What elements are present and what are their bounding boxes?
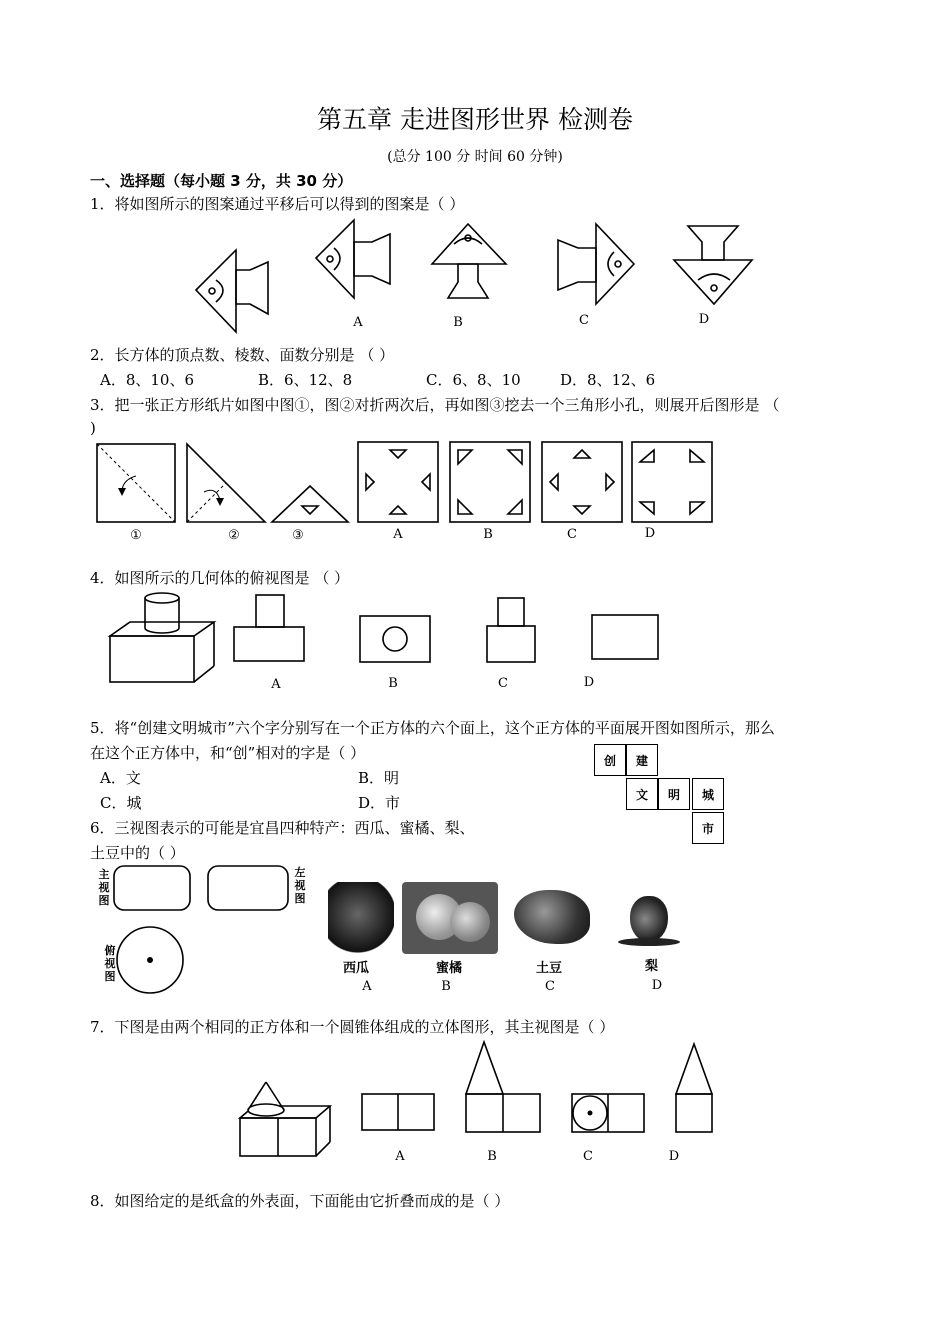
q4-label-b: B — [388, 676, 398, 691]
q2-option-a: A．8、10、6 — [100, 371, 195, 389]
q7-option-c — [572, 1094, 644, 1132]
question-6: 6．三视图表示的可能是宜昌四种特产：西瓜、蜜橘、梨、 — [90, 819, 475, 837]
view-label-left: 左视图 — [294, 866, 306, 905]
q7-label-a: A — [395, 1149, 405, 1164]
item-watermelon: 西瓜 — [343, 961, 370, 976]
q2-option-d: D．8、12、6 — [560, 371, 656, 389]
q1-label-b: B — [453, 315, 463, 330]
q5-option-d: D．市 — [358, 794, 401, 812]
q3-label-a: A — [393, 527, 403, 542]
question-6-cont: 土豆中的（ ） — [90, 844, 185, 862]
q6-label-d: D — [651, 978, 663, 993]
q4-label-c: C — [498, 676, 508, 691]
q7-label-d: D — [668, 1149, 680, 1164]
q3-step-label-1: ① — [130, 528, 142, 543]
net-cell: 文 — [626, 778, 658, 810]
net-cell: 城 — [692, 778, 724, 810]
question-1: 1．将如图所示的图案通过平移后可以得到的图案是（ ） — [90, 195, 465, 213]
q5-option-a: A．文 — [100, 769, 141, 787]
q1-label-c: C — [579, 313, 589, 328]
item-pear: 梨 — [645, 959, 659, 974]
q6-label-b: B — [441, 979, 451, 994]
net-cell: 创 — [594, 744, 626, 776]
net-cell: 明 — [658, 778, 690, 810]
q7-solid — [240, 1082, 330, 1156]
q7-label-b: B — [487, 1149, 497, 1164]
q2-option-b: B．6、12、8 — [258, 371, 353, 389]
q3-label-d: D — [644, 526, 656, 541]
question-7: 7．下图是由两个相同的正方体和一个圆锥体组成的立体图形，其主视图是（ ） — [90, 1018, 615, 1036]
q3-step-label-2: ② — [228, 528, 240, 543]
q5-option-b: B．明 — [358, 769, 400, 787]
q6-label-c: C — [545, 979, 555, 994]
q3-label-c: C — [567, 527, 577, 542]
q2-option-c: C．6、8、10 — [426, 371, 521, 389]
question-3: 3．把一张正方形纸片如图中图①，图②对折两次后，再如图③挖去一个三角形小孔，则展开后图形是 （ — [90, 396, 780, 414]
q1-label-d: D — [698, 312, 710, 327]
item-potato: 土豆 — [536, 961, 563, 976]
q7-label-c: C — [583, 1149, 593, 1164]
question-4: 4．如图所示的几何体的俯视图是 （ ） — [90, 569, 350, 587]
question-5-cont: 在这个正方体中，和“创”相对的字是（ ） — [90, 744, 366, 762]
q1-label-a: A — [353, 315, 363, 330]
q3-label-b: B — [483, 527, 493, 542]
net-cell: 建 — [626, 744, 658, 776]
q4-label-a: A — [271, 677, 281, 692]
item-orange: 蜜橘 — [436, 961, 463, 976]
q7-option-a — [362, 1094, 434, 1130]
section-heading: 一、选择题（每小题 3 分，共 30 分） — [90, 172, 353, 190]
view-label-front: 主视图 — [98, 868, 110, 907]
q4-label-d: D — [583, 675, 595, 690]
net-cell: 市 — [692, 812, 724, 844]
question-3-cont: ) — [90, 419, 96, 437]
question-5: 5．将“创建文明城市”六个字分别写在一个正方体的六个面上，这个正方体的平面展开图如图所示，那么 — [90, 719, 775, 737]
question-2: 2．长方体的顶点数、棱数、面数分别是 （ ） — [90, 346, 395, 364]
q7-option-d — [676, 1044, 712, 1132]
q7-option-b — [466, 1042, 540, 1132]
q5-option-c: C．城 — [100, 794, 142, 812]
question-8: 8．如图给定的是纸盒的外表面，下面能由它折叠而成的是（ ） — [90, 1192, 510, 1210]
view-label-top: 俯视图 — [104, 944, 116, 983]
page-subtitle: (总分 100 分 时间 60 分钟) — [387, 149, 563, 165]
q6-label-a: A — [362, 979, 372, 994]
q3-step-label-3: ③ — [292, 528, 304, 543]
page-title: 第五章 走进图形世界 检测卷 — [317, 105, 633, 134]
